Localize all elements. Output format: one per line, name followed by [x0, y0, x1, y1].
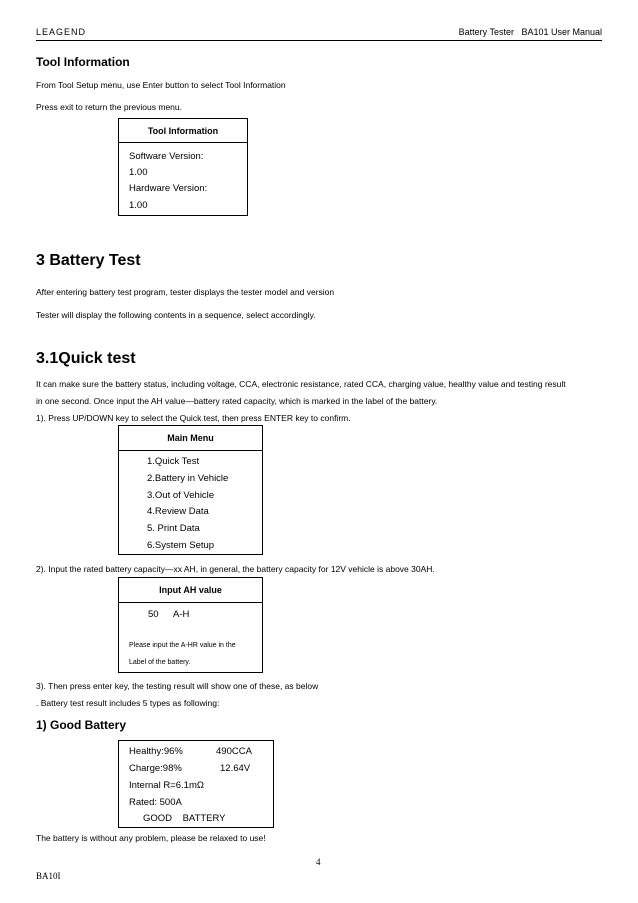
quick-test-step3: 3). Then press enter key, the testing result will show one of these, as below: [36, 681, 319, 691]
battery-test-heading: 3 Battery Test: [36, 252, 141, 269]
rated-value: Rated: 500A: [129, 797, 182, 808]
good-battery-note: The battery is without any problem, please be relaxed to use!: [36, 833, 266, 843]
ah-value: 50: [148, 609, 159, 620]
charge-label: Charge:98%: [129, 763, 182, 774]
main-menu-title: Main Menu: [167, 433, 214, 443]
quick-test-step3b: . Battery test result includes 5 types as following:: [36, 698, 220, 708]
quick-test-para1-line2: in one second. Once input the AH value—battery rated capacity, which is marked in the label of the battery.: [36, 396, 438, 406]
tool-info-box-rule: [119, 142, 247, 143]
tool-info-box: [118, 118, 248, 216]
ah-unit: A-H: [173, 609, 190, 620]
menu-item-review-data: 4.Review Data: [147, 506, 209, 517]
tool-info-box-title: Tool Information: [147, 126, 219, 136]
menu-item-system-setup: 6.System Setup: [147, 540, 215, 551]
menu-item-battery-in-vehicle: 2.Battery in Vehicle: [147, 473, 229, 484]
ah-hint-line1: Please input the A-HR value in the: [129, 642, 236, 649]
tool-info-heading: Tool Information: [36, 55, 130, 69]
menu-item-quick-test: 1.Quick Test: [147, 456, 200, 467]
ah-input-box: [118, 577, 263, 673]
menu-item-out-of-vehicle: 3.Out of Vehicle: [147, 490, 215, 501]
footer-model: BA10I: [36, 871, 61, 881]
hardware-version-value: 1.00: [129, 200, 148, 211]
software-version-label: Software Version:: [129, 151, 204, 162]
voltage-value: 12.64V: [220, 763, 251, 774]
quick-test-heading: 3.1Quick test: [36, 350, 136, 367]
tool-info-para2: Press exit to return the previous menu.: [36, 102, 182, 112]
ah-input-title: Input AH value: [159, 585, 222, 595]
battery-test-para1: After entering battery test program, tester displays the tester model and version: [36, 287, 335, 297]
healthy-label: Healthy:96%: [129, 746, 183, 757]
header-brand: LEAGEND: [36, 27, 87, 37]
software-version-value: 1.00: [129, 167, 148, 178]
tool-info-para1: From Tool Setup menu, use Enter button to select Tool Information: [36, 80, 286, 90]
main-menu-rule: [119, 450, 262, 451]
ah-input-rule: [119, 602, 262, 603]
header-rule: [36, 40, 602, 41]
quick-test-step1: 1). Press UP/DOWN key to select the Quick test, then press ENTER key to confirm.: [36, 413, 351, 423]
ah-hint-line2: Label of the battery.: [129, 659, 191, 666]
good-battery-box: [118, 740, 274, 828]
header-doc-title: Battery Tester BA101 User Manual: [458, 27, 602, 37]
menu-item-print-data: 5. Print Data: [147, 523, 200, 534]
battery-test-para2: Tester will display the following contents in a sequence, select accordingly.: [36, 310, 316, 320]
result-text: GOOD BATTERY: [143, 813, 226, 824]
internal-resistance: Internal R=6.1mΩ: [129, 780, 204, 791]
good-battery-heading: 1) Good Battery: [36, 718, 127, 732]
cca-value: 490CCA: [216, 746, 252, 757]
hardware-version-label: Hardware Version:: [129, 183, 208, 194]
quick-test-para1-line1: It can make sure the battery status, including voltage, CCA, electronic resistance, rated CCA, charging value, healthy value and testing result: [36, 379, 566, 389]
quick-test-step2: 2). Input the rated battery capacity—xx AH, in general, the battery capacity for 12V vehicle is above 30AH.: [36, 564, 435, 574]
page-number: 4: [316, 857, 321, 867]
main-menu-box: [118, 425, 263, 555]
